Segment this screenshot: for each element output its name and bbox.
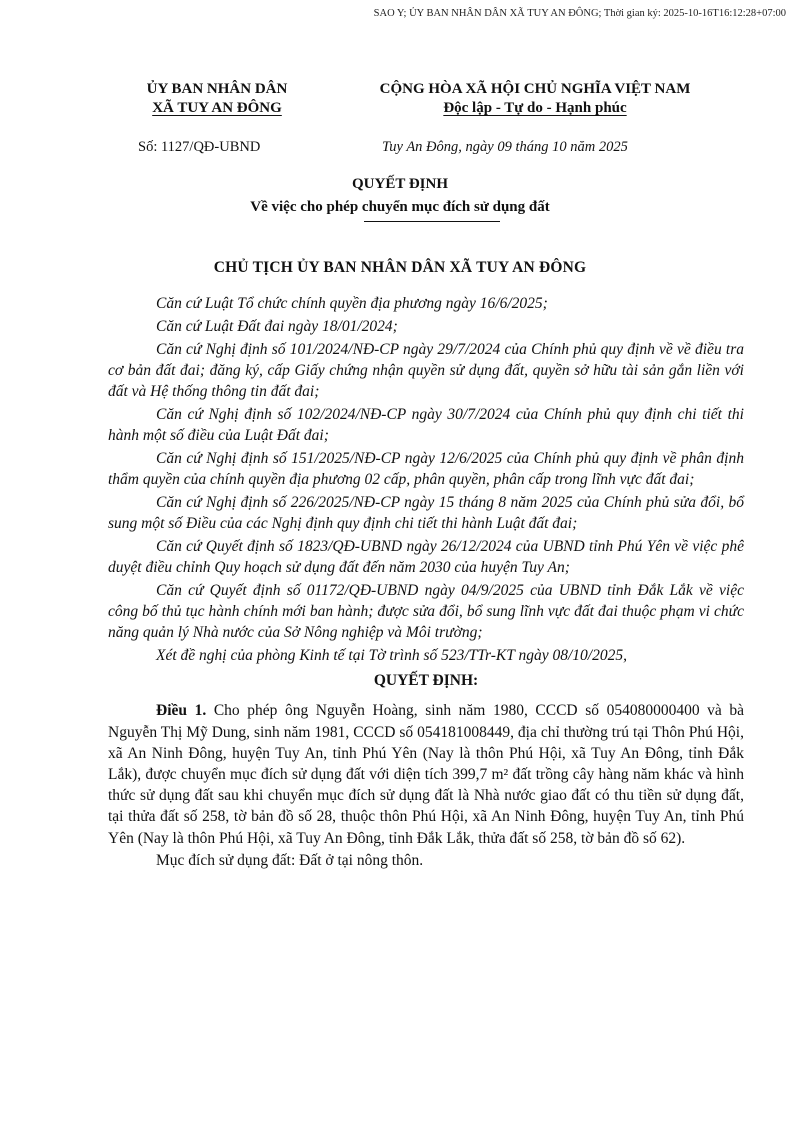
subtitle-divider: [364, 221, 500, 222]
legal-basis: Căn cứ Luật Tổ chức chính quyền địa phương ngày 16/6/2025;: [156, 295, 548, 312]
org-line-1: ỦY BAN NHÂN DÂN: [146, 81, 288, 97]
org-line-2: XÃ TUY AN ĐÔNG: [152, 100, 282, 116]
article-1: [108, 700, 744, 848]
national-motto: [340, 80, 730, 118]
digital-signature-stamp: SAO Y; ỦY BAN NHÂN DÂN XÃ TUY AN ĐÔNG; Thời gian ký: 2025-10-16T16:12:28+07:00: [373, 8, 786, 19]
nation-line-1: CỘNG HÒA XÃ HỘI CHỦ NGHĨA VIỆT NAM: [379, 81, 691, 97]
legal-basis: Căn cứ Nghị định số 102/2024/NĐ-CP ngày 30/7/2024 của Chính phủ quy định chi tiết thi hành một số điều của Luật Đất đai;: [108, 405, 744, 444]
issuing-organization: [112, 80, 322, 118]
decision-heading: QUYẾT ĐỊNH:: [373, 672, 479, 690]
nation-line-2: Độc lập - Tự do - Hạnh phúc: [443, 100, 627, 116]
land-use-purpose: Mục đích sử dụng đất: Đất ở tại nông thôn.: [156, 852, 424, 870]
document-body: [108, 293, 744, 873]
issuing-authority: CHỦ TỊCH ỦY BAN NHÂN DÂN XÃ TUY AN ĐÔNG: [213, 259, 587, 276]
legal-basis: Căn cứ Nghị định số 101/2024/NĐ-CP ngày 29/7/2024 của Chính phủ quy định về về điều tra cơ bản đất đai; đăng ký, cấp Giấy chứng nhận quyền sử dụng đất, quyền sở hữu tài sản gắn liền với đất và Hệ thống thông tin đất đai;: [108, 340, 744, 400]
legal-basis: Xét đề nghị của phòng Kinh tế tại Tờ trình số 523/TTr-KT ngày 08/10/2025,: [156, 647, 627, 664]
legal-basis: Căn cứ Quyết định số 1823/QĐ-UBND ngày 26/12/2024 của UBND tỉnh Phú Yên về việc phê duyệt điều chỉnh Quy hoạch sử dụng đất đến năm 2030 của huyện Tuy An;: [108, 537, 744, 576]
legal-basis: Căn cứ Luật Đất đai ngày 18/01/2024;: [156, 317, 398, 335]
article-1-label: Điều 1.: [156, 702, 207, 720]
legal-basis: Căn cứ Nghị định số 226/2025/NĐ-CP ngày 15 tháng 8 năm 2025 của Chính phủ sửa đổi, bổ sung một số Điều của các Nghị định quy định chi tiết thi hành Luật đất đai;: [108, 493, 744, 532]
place-date: Tuy An Đông, ngày 09 tháng 10 năm 2025: [382, 139, 628, 155]
legal-basis: Căn cứ Nghị định số 151/2025/NĐ-CP ngày 12/6/2025 của Chính phủ quy định về phân định thẩm quyền của chính quyền địa phương 02 cấp, phân quyền, phân cấp trong lĩnh vực đất đai;: [108, 449, 744, 488]
document-subtitle: Về việc cho phép chuyển mục đích sử dụng đất: [250, 199, 550, 215]
legal-basis: Căn cứ Quyết định số 01172/QĐ-UBND ngày 04/9/2025 của UBND tỉnh Đắk Lắk về việc công bố thủ tục hành chính mới ban hành; được sửa đổi, bổ sung lĩnh vực đất đai thuộc phạm vi chức năng quản lý Nhà nước của Sở Nông nghiệp và Môi trường;: [108, 581, 744, 642]
article-1-text: Cho phép ông Nguyễn Hoàng, sinh năm 1980, CCCD số 054080000400 và bà Nguyễn Thị Mỹ Dung, sinh năm 1981, CCCD số 054181008449, địa chỉ thường trú tại Thôn Phú Hội, xã An Ninh Đông, huyện Tuy An, tỉnh Phú Yên (Nay là thôn Phú Hội, xã Tuy An Đông, tỉnh Đắk Lắk), được chuyển mục đích sử dụng đất với diện tích 399,7 m² đất trồng cây hàng năm khác và hình thức sử dụng đất sau khi chuyển mục đích sử dụng đất là Nhà nước giao đất có thu tiền sử dụng đất, tại thửa đất số 258, tờ bản đồ số 28, thuộc thôn Phú Hội, xã An Ninh Đông, huyện Tuy An, tỉnh Phú Yên (Nay là thôn Phú Hội, xã Tuy An Đông, tỉnh Đắk Lắk, thửa đất số 258, tờ bản đồ số 62).: [108, 702, 745, 847]
document-title: QUYẾT ĐỊNH: [352, 176, 448, 192]
document-number: Số: 1127/QĐ-UBND: [138, 139, 261, 155]
